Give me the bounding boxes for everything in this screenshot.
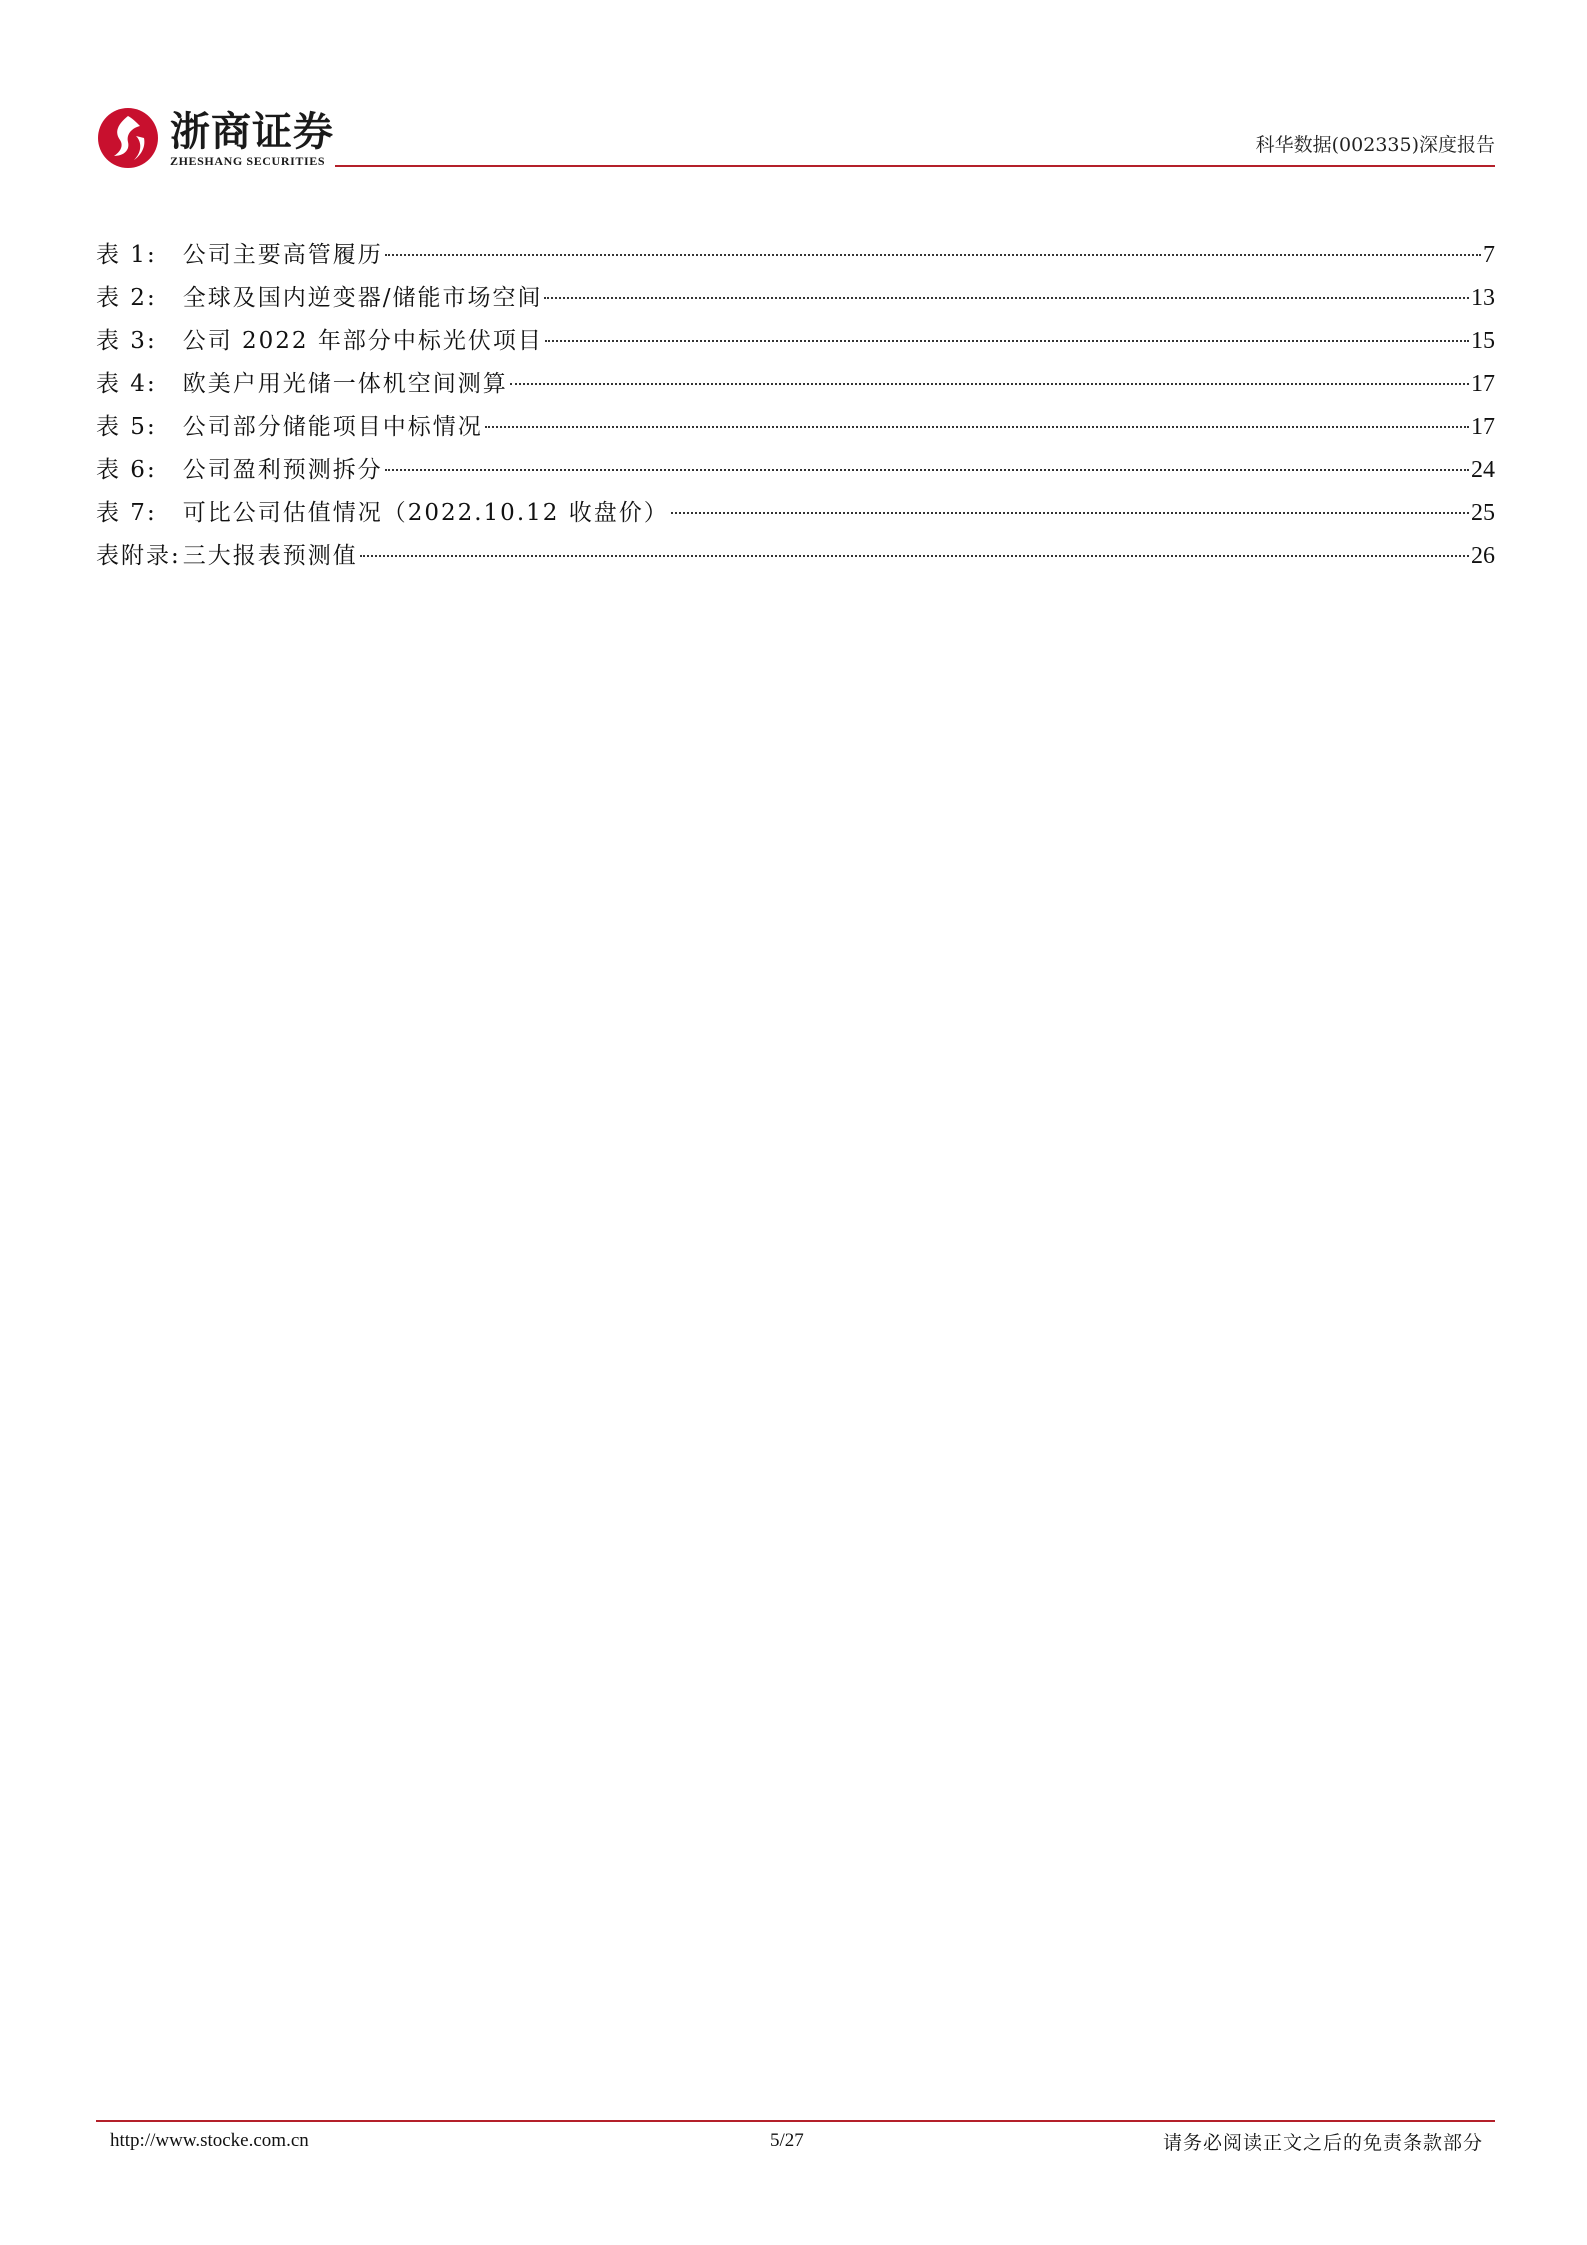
toc-entry-label: 表 1:: [96, 242, 157, 268]
toc-leader-dots: [360, 555, 1469, 557]
toc-entry-label: 表 5:: [96, 414, 157, 440]
toc-leader-dots: [510, 383, 1469, 385]
toc-entry[interactable]: [96, 406, 1495, 449]
toc-leader-dots: [485, 426, 1469, 428]
toc-leader-dots: [385, 254, 1481, 256]
toc-entry-page: 7: [1483, 242, 1495, 268]
report-title: 科华数据(002335)深度报告: [1255, 134, 1495, 156]
toc-entry-label: 表 3:: [96, 328, 157, 354]
toc-leader-dots: [385, 469, 1469, 471]
toc-entry-label: 表 4:: [96, 371, 157, 397]
toc-entry-page: 17: [1471, 414, 1495, 440]
toc-entry-title: 公司主要高管履历: [182, 242, 383, 268]
toc-entry-label: 表附录:: [96, 543, 181, 569]
footer-disclaimer: 请务必阅读正文之后的免责条款部分: [1162, 2132, 1483, 2154]
toc-entry-title: 公司部分储能项目中标情况: [182, 414, 483, 440]
footer-divider: [96, 2120, 1495, 2122]
table-of-tables: [96, 234, 1495, 578]
toc-entry-title: 全球及国内逆变器/储能市场空间: [182, 285, 543, 311]
toc-leader-dots: [544, 297, 1469, 299]
toc-entry-page: 15: [1471, 328, 1495, 354]
toc-entry-page: 26: [1471, 543, 1495, 569]
toc-entry[interactable]: [96, 449, 1495, 492]
toc-entry[interactable]: [96, 320, 1495, 363]
toc-entry[interactable]: [96, 277, 1495, 320]
toc-entry-label: 表 6:: [96, 457, 157, 483]
page-number: 5/27: [770, 2130, 804, 2151]
toc-entry-title: 三大报表预测值: [182, 543, 358, 569]
toc-entry-page: 17: [1471, 371, 1495, 397]
toc-entry[interactable]: [96, 234, 1495, 277]
company-logo: [96, 100, 346, 172]
toc-leader-dots: [671, 512, 1469, 514]
header-divider: [335, 165, 1495, 167]
toc-entry-label: 表 2:: [96, 285, 157, 311]
toc-entry[interactable]: [96, 535, 1495, 578]
page-header: [0, 0, 1587, 175]
toc-entry[interactable]: [96, 492, 1495, 535]
toc-entry-page: 13: [1471, 285, 1495, 311]
footer-website-link[interactable]: http://www.stocke.com.cn: [110, 2130, 309, 2151]
toc-entry-label: 表 7:: [96, 500, 157, 526]
toc-entry-title: 公司 2022 年部分中标光伏项目: [182, 328, 543, 354]
zheshang-logo-icon: [96, 106, 160, 170]
toc-leader-dots: [545, 340, 1469, 342]
logo-english-name: ZHESHANG SECURITIES: [170, 154, 326, 168]
toc-entry-page: 24: [1471, 457, 1495, 483]
toc-entry-title: 可比公司估值情况（2022.10.12 收盘价）: [182, 500, 669, 526]
toc-entry-title: 公司盈利预测拆分: [182, 457, 383, 483]
toc-entry-title: 欧美户用光储一体机空间测算: [182, 371, 508, 397]
logo-chinese-name: 浙商证券: [170, 109, 334, 155]
toc-entry[interactable]: [96, 363, 1495, 406]
toc-entry-page: 25: [1471, 500, 1495, 526]
